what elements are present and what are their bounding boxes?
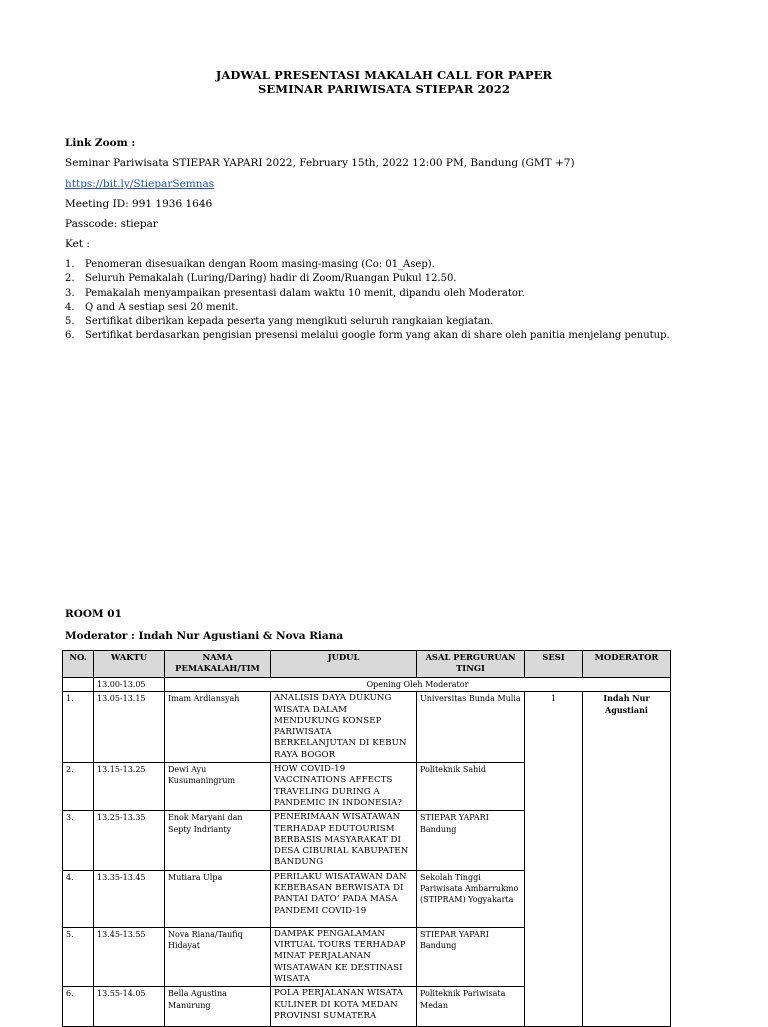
cell-nama: Imam Ardiansyah	[165, 692, 271, 763]
cell-judul: PERILAKU WISATAWAN DAN KEBEBASAN BERWISATA DI PANTAI DATO’ PADA MASA PANDEMI COVID-19	[271, 870, 417, 927]
header-waktu: WAKTU	[94, 651, 165, 678]
table-header-row	[63, 651, 671, 678]
note-number: 1.	[65, 259, 75, 270]
note-text: Penomeran disesuaikan dengan Room masing-masing (Co: 01_Asep).	[85, 259, 435, 270]
zoom-link[interactable]: https://bit.ly/StieparSemnas	[65, 178, 215, 190]
cell-asal: Sekolah Tinggi Pariwisata Ambarrukmo (STIPRAM) Yogyakarta	[417, 870, 525, 927]
table-row	[63, 692, 671, 763]
note-number: 5.	[65, 316, 75, 328]
cell-no: 2.	[63, 763, 94, 811]
note-item	[65, 272, 670, 286]
cell-asal: STIEPAR YAPARI Bandung	[417, 927, 525, 986]
cell-no: 6.	[63, 987, 94, 1027]
schedule-table	[62, 650, 671, 1027]
note-item	[65, 287, 670, 301]
note-number: 3.	[65, 287, 75, 299]
opening-no	[63, 678, 94, 692]
note-item	[65, 329, 670, 343]
passcode: Passcode: stiepar	[65, 218, 158, 230]
note-text: Seluruh Pemakalah (Luring/Daring) hadir di Zoom/Ruangan Pukul 12.50.	[85, 273, 457, 285]
opening-waktu: 13.00-13.05	[94, 678, 165, 692]
cell-no: 3.	[63, 811, 94, 870]
cell-nama: Enok Maryani dan Septy Indrianty	[165, 811, 271, 870]
cell-judul: DAMPAK PENGALAMAN VIRTUAL TOURS TERHADAP MINAT PERJALANAN WISATAWAN KE DESTINASI WISATA	[271, 927, 417, 986]
document-title-line1: JADWAL PRESENTASI MAKALAH CALL FOR PAPER	[215, 68, 553, 82]
zoom-event-info: Seminar Pariwisata STIEPAR YAPARI 2022, February 15th, 2022 12:00 PM, Bandung (GMT +7)	[65, 157, 575, 169]
zoom-heading: Link Zoom :	[65, 137, 136, 149]
note-number: 4.	[65, 301, 75, 313]
cell-waktu: 13.45-13.55	[94, 927, 165, 986]
header-asal: ASAL PERGURUAN TINGI	[417, 651, 525, 678]
cell-judul: POLA PERJALANAN WISATA KULINER DI KOTA MEDAN PROVINSI SUMATERA	[271, 987, 417, 1027]
cell-judul: PENERIMAAN WISATAWAN TERHADAP EDUTOURISM BERBASIS MASYARAKAT DI DESA CIBURIAL KABUPATEN BANDUNG	[271, 811, 417, 870]
header-nama: NAMA PEMAKALAH/TIM	[165, 651, 271, 678]
note-number: 2.	[65, 273, 75, 285]
cell-no: 4.	[63, 870, 94, 927]
cell-nama: Dewi Ayu Kusumaningrum	[165, 763, 271, 811]
opening-text: Opening Oleh Moderator	[165, 678, 671, 692]
note-text: Sertifikat diberikan kepada peserta yang mengikuti seluruh rangkaian kegiatan.	[85, 316, 494, 328]
header-moderator: MODERATOR	[583, 651, 671, 678]
document-title-line2: SEMINAR PARIWISATA STIEPAR 2022	[257, 82, 510, 96]
cell-asal: STIEPAR YAPARI Bandung	[417, 811, 525, 870]
cell-nama: Bella Agustina Manurung	[165, 987, 271, 1027]
note-text: Q and A sestiap sesi 20 menit.	[85, 301, 239, 313]
ket-label: Ket :	[65, 238, 90, 250]
cell-nama: Nova Riana/Taufiq Hidayat	[165, 927, 271, 986]
cell-waktu: 13.15-13.25	[94, 763, 165, 811]
cell-waktu: 13.25-13.35	[94, 811, 165, 870]
schedule-body	[63, 678, 671, 1027]
header-sesi: SESI	[525, 651, 583, 678]
meeting-id: Meeting ID: 991 1936 1646	[65, 198, 213, 210]
cell-sesi: 1	[525, 692, 583, 1027]
opening-row	[63, 678, 671, 692]
room-name: ROOM 01	[65, 608, 122, 620]
header-no: NO.	[63, 651, 94, 678]
note-text: Sertifikat berdasarkan pengisian presensi melalui google form yang akan di share oleh panitia menjelang penutup.	[85, 330, 670, 342]
cell-moderator: Indah Nur Agustiani	[583, 692, 671, 1027]
cell-no: 1.	[63, 692, 94, 763]
cell-judul: ANALISIS DAYA DUKUNG WISATA DALAM MENDUKUNG KONSEP PARIWISATA BERKELANJUTAN DI KEBUN RAYA BOGOR	[271, 692, 417, 763]
cell-waktu: 13.05-13.15	[94, 692, 165, 763]
notes-list	[65, 258, 670, 344]
note-item	[65, 258, 670, 272]
cell-asal: Politeknik Pariwisata Medan	[417, 987, 525, 1027]
cell-no: 5.	[63, 927, 94, 986]
cell-nama: Mutiara Ulpa	[165, 870, 271, 927]
cell-asal: Universitas Bunda Mulia	[417, 692, 525, 763]
cell-waktu: 13.55-14.05	[94, 987, 165, 1027]
room-moderator-line: Moderator : Indah Nur Agustiani & Nova Riana	[65, 630, 344, 642]
note-item	[65, 315, 670, 329]
note-number: 6.	[65, 330, 75, 342]
cell-waktu: 13.35-13.45	[94, 870, 165, 927]
note-item	[65, 301, 670, 315]
header-judul: JUDUL	[271, 651, 417, 678]
note-text: Pemakalah menyampaikan presentasi dalam waktu 10 menit, dipandu oleh Moderator.	[85, 287, 525, 299]
cell-asal: Politeknik Sahid	[417, 763, 525, 811]
cell-judul: HOW COVID-19 VACCINATIONS AFFECTS TRAVELING DURING A PANDEMIC IN INDONESIA?	[271, 763, 417, 811]
